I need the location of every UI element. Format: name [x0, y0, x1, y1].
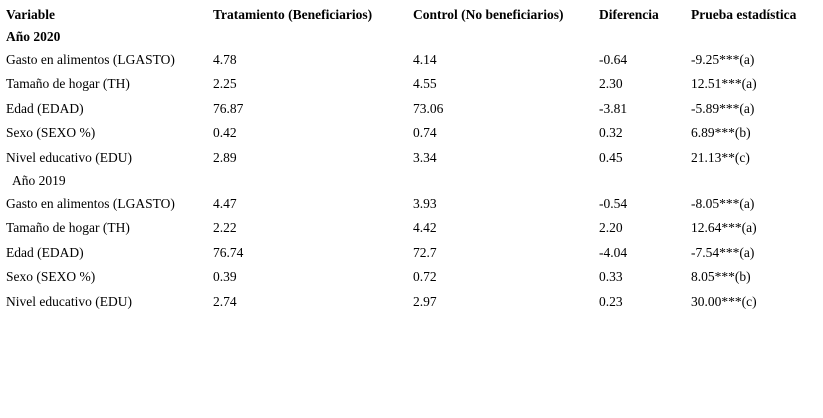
- row-test: 30.00***(c): [691, 293, 757, 309]
- row-variable: Sexo (SEXO %): [6, 125, 96, 140]
- row-difference: -4.04: [599, 244, 628, 260]
- table-row: [4, 47, 819, 72]
- row-test: 21.13**(c): [691, 149, 750, 165]
- row-control: 72.7: [413, 244, 437, 260]
- table-row: [4, 145, 819, 170]
- row-control: 0.74: [413, 125, 437, 140]
- row-variable: Gasto en alimentos (LGASTO): [6, 195, 175, 211]
- table-row: [4, 96, 819, 121]
- table-row: [4, 72, 819, 97]
- table-row: [4, 289, 819, 314]
- table-row: [4, 191, 819, 216]
- row-control: 4.14: [413, 51, 437, 67]
- row-variable: Nivel educativo (EDU): [6, 149, 132, 165]
- section-label-2019: Año 2019: [12, 172, 66, 188]
- row-control: 4.42: [413, 220, 437, 235]
- row-difference: 0.32: [599, 125, 623, 140]
- row-treatment: 2.89: [213, 149, 237, 165]
- row-control: 3.93: [413, 195, 437, 211]
- row-variable: Edad (EDAD): [6, 100, 84, 116]
- row-treatment: 2.22: [213, 220, 237, 235]
- row-treatment: 4.78: [213, 51, 237, 67]
- section-heading-row: [4, 170, 819, 192]
- row-treatment: 4.47: [213, 195, 237, 211]
- table-row: [4, 121, 819, 146]
- statistics-table: [4, 6, 819, 314]
- row-difference: 2.30: [599, 76, 623, 91]
- row-test: 8.05***(b): [691, 269, 751, 284]
- column-header-test: Prueba estadística: [691, 7, 797, 22]
- row-test: -8.05***(a): [691, 195, 755, 211]
- row-difference: -0.64: [599, 51, 628, 67]
- table-row: [4, 265, 819, 290]
- row-difference: 0.23: [599, 293, 623, 309]
- row-test: 12.64***(a): [691, 220, 757, 235]
- row-difference: 2.20: [599, 220, 623, 235]
- row-difference: 0.33: [599, 269, 623, 284]
- row-treatment: 0.42: [213, 125, 237, 140]
- table-header: [4, 6, 819, 26]
- row-variable: Tamaño de hogar (TH): [6, 220, 130, 235]
- row-control: 0.72: [413, 269, 437, 284]
- column-header-treatment: Tratamiento (Beneficiarios): [213, 7, 373, 22]
- row-treatment: 2.74: [213, 293, 237, 309]
- row-test: -5.89***(a): [691, 100, 755, 116]
- row-treatment: 2.25: [213, 76, 237, 91]
- row-control: 2.97: [413, 293, 437, 309]
- row-test: -7.54***(a): [691, 244, 755, 260]
- column-header-variable: Variable: [6, 7, 56, 22]
- section-label-2020: Año 2020: [6, 28, 61, 44]
- row-difference: 0.45: [599, 149, 623, 165]
- row-difference: -3.81: [599, 100, 628, 116]
- row-variable: Edad (EDAD): [6, 244, 84, 260]
- row-difference: -0.54: [599, 195, 628, 211]
- row-test: 6.89***(b): [691, 125, 751, 140]
- section-heading-row: [4, 26, 819, 48]
- column-header-control: Control (No beneficiarios): [413, 7, 564, 22]
- row-control: 73.06: [413, 100, 444, 116]
- table-header-row: [4, 6, 819, 26]
- table-body: [4, 26, 819, 314]
- row-control: 4.55: [413, 76, 437, 91]
- row-treatment: 76.87: [213, 100, 244, 116]
- row-control: 3.34: [413, 149, 437, 165]
- row-variable: Gasto en alimentos (LGASTO): [6, 51, 175, 67]
- column-header-difference: Diferencia: [599, 7, 659, 22]
- row-treatment: 0.39: [213, 269, 237, 284]
- row-treatment: 76.74: [213, 244, 244, 260]
- table-row: [4, 216, 819, 241]
- row-variable: Sexo (SEXO %): [6, 269, 96, 284]
- row-variable: Tamaño de hogar (TH): [6, 76, 130, 91]
- row-test: 12.51***(a): [691, 76, 757, 91]
- table-row: [4, 240, 819, 265]
- row-test: -9.25***(a): [691, 51, 755, 67]
- row-variable: Nivel educativo (EDU): [6, 293, 132, 309]
